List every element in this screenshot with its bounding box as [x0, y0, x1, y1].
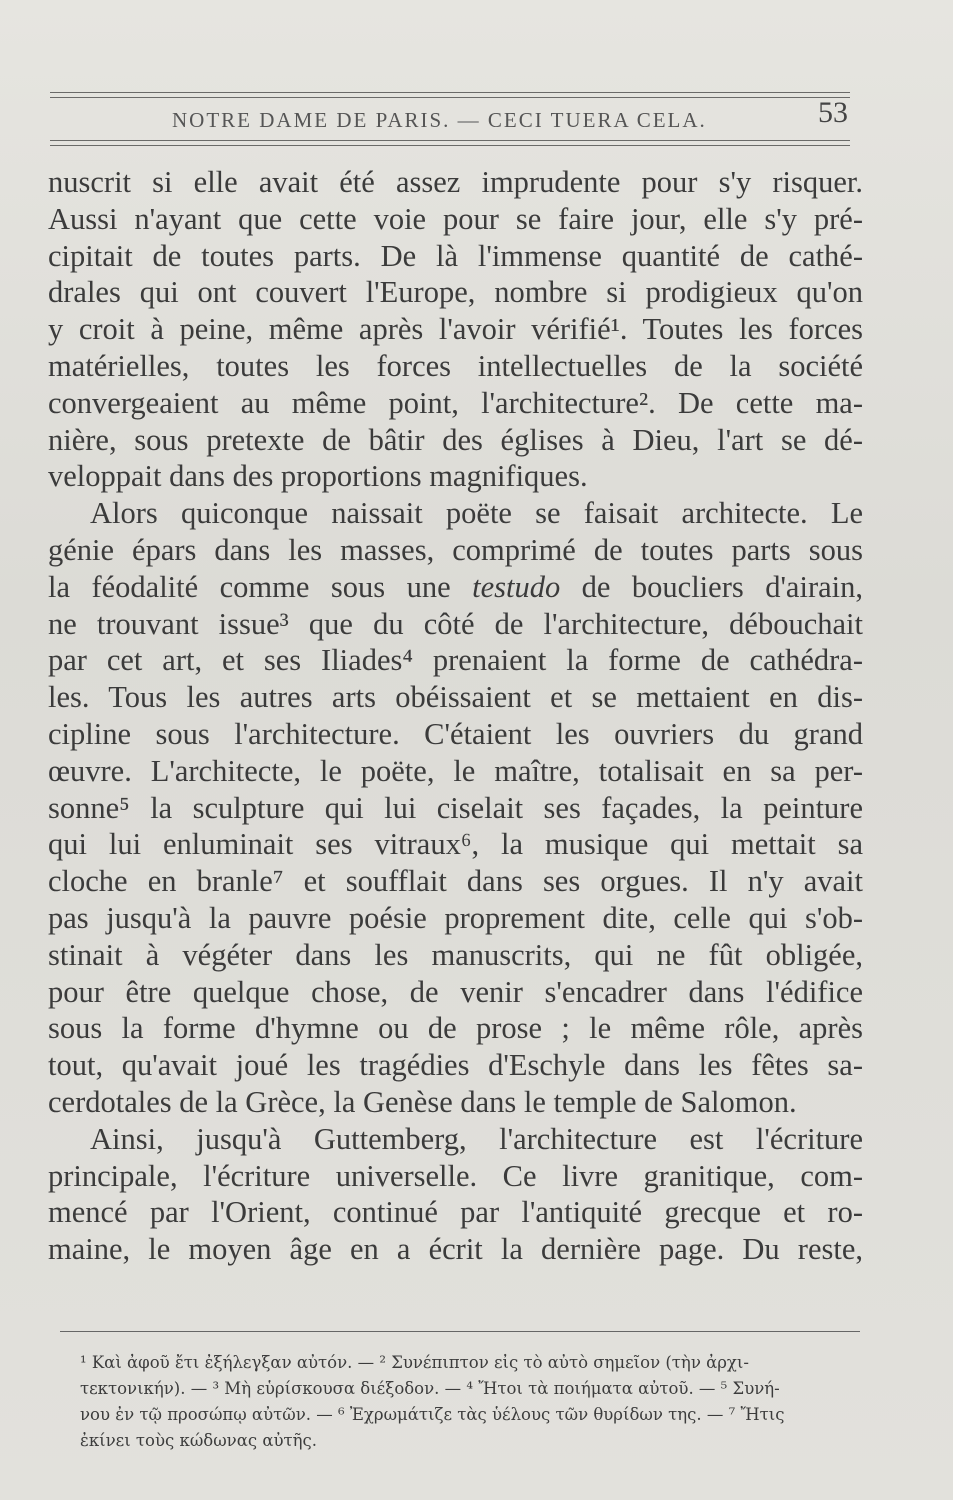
text-line: tout, qu'avait joué les tragédies d'Eschyle dans les fêtes sa-	[48, 1048, 863, 1083]
text-line: convergeaient au même point, l'architecture². De cette ma-	[48, 385, 863, 420]
footnote-line: τεκτονικήν). — ³ Μὴ εὑρίσκουσα διέξοδον. — ⁴ Ἤτοι τὰ ποιήματα αὐτοῦ. — ⁵ Συνή-	[80, 1379, 780, 1398]
text-line: cipitait de toutes parts. De là l'immense quantité de cathé-	[48, 238, 863, 273]
footnote-line: ἐκίνει τοὺς κώδωνας αὐτῆς.	[80, 1431, 317, 1450]
main-text	[48, 164, 863, 1268]
text-line: génie épars dans les masses, comprimé de toutes parts sous	[48, 532, 863, 567]
text-line: œuvre. L'architecte, le poëte, le maître, totalisait en sa per-	[48, 753, 863, 788]
text-line: stinait à végéter dans les manuscrits, qui ne fût obligée,	[48, 937, 863, 972]
footnote-line: νου ἐν τῷ προσώπῳ αὐτῶν. — ⁶ Ἐχρωμάτιζε τὰς ὑέλους τῶν θυρίδων της. — ⁷ Ἤτις	[80, 1405, 785, 1424]
header-bottom-rule	[50, 140, 850, 141]
text-line: ne trouvant issue³ que du côté de l'architecture, débouchait	[48, 606, 863, 641]
text-line: nuscrit si elle avait été assez imprudente pour s'y risquer.	[48, 165, 863, 199]
text-line: Alors quiconque naissait poëte se faisait architecte. Le	[90, 496, 863, 531]
text-line: nière, sous pretexte de bâtir des églises à Dieu, l'art se dé-	[48, 422, 863, 457]
footnote-rule	[60, 1331, 860, 1332]
text-line: veloppait dans des proportions magnifiques.	[48, 459, 588, 494]
text-line: sonne⁵ la sculpture qui lui ciselait ses façades, la peinture	[48, 790, 863, 825]
text-line: principale, l'écriture universelle. Ce livre granitique, com-	[48, 1158, 863, 1193]
text-line: par cet art, et ses Iliades⁴ prenaient la forme de cathédra-	[48, 643, 863, 678]
text-line: la féodalité comme sous une testudo de boucliers d'airain,	[48, 569, 863, 604]
text-line: sous la forme d'hymne ou de prose ; le même rôle, après	[48, 1011, 863, 1046]
text-line: qui lui enluminait ses vitraux⁶, la musique qui mettait sa	[48, 827, 863, 862]
text-line: maine, le moyen âge en a écrit la dernière page. Du reste,	[48, 1232, 863, 1267]
italic-term: testudo	[472, 569, 561, 604]
text-line: pas jusqu'à la pauvre poésie proprement dite, celle qui s'ob-	[48, 900, 863, 935]
text-line: drales qui ont couvert l'Europe, nombre si prodigieux qu'on	[48, 275, 863, 310]
text-line: cloche en branle⁷ et soufflait dans ses orgues. Il n'y avait	[48, 864, 863, 899]
text-line: matérielles, toutes les forces intellectuelles de la société	[48, 348, 863, 383]
page-number: 53	[818, 96, 848, 129]
text-line: mencé par l'Orient, continué par l'antiquité grecque et ro-	[48, 1195, 863, 1230]
page-header	[160, 96, 860, 136]
text-line: cipline sous l'architecture. C'étaient les ouvriers du grand	[48, 716, 863, 751]
running-title: NOTRE DAME DE PARIS. — CECI TUERA CELA.	[172, 108, 707, 132]
text-line: cerdotales de la Grèce, la Genèse dans le temple de Salomon.	[48, 1084, 797, 1119]
text-line: pour être quelque chose, de venir s'encadrer dans l'édifice	[48, 974, 863, 1009]
text-line: les. Tous les autres arts obéissaient et se mettaient en dis-	[48, 680, 863, 715]
header-top-rule	[50, 92, 850, 93]
text-line: y croit à peine, même après l'avoir vérifié¹. Toutes les forces	[48, 312, 863, 347]
text-line: Ainsi, jusqu'à Guttemberg, l'architecture est l'écriture	[90, 1121, 863, 1156]
footnotes	[80, 1350, 870, 1454]
text-line: Aussi n'ayant que cette voie pour se faire jour, elle s'y pré-	[48, 201, 863, 236]
footnote-line: ¹ Καὶ ἀφοῦ ἔτι ἐξήλεγξαν αὐτόν. — ² Συνέπιπτον εἰς τὸ αὐτὸ σημεῖον (τὴν ἀρχι-	[80, 1353, 749, 1372]
header-bottom-rule-thin	[50, 145, 850, 146]
